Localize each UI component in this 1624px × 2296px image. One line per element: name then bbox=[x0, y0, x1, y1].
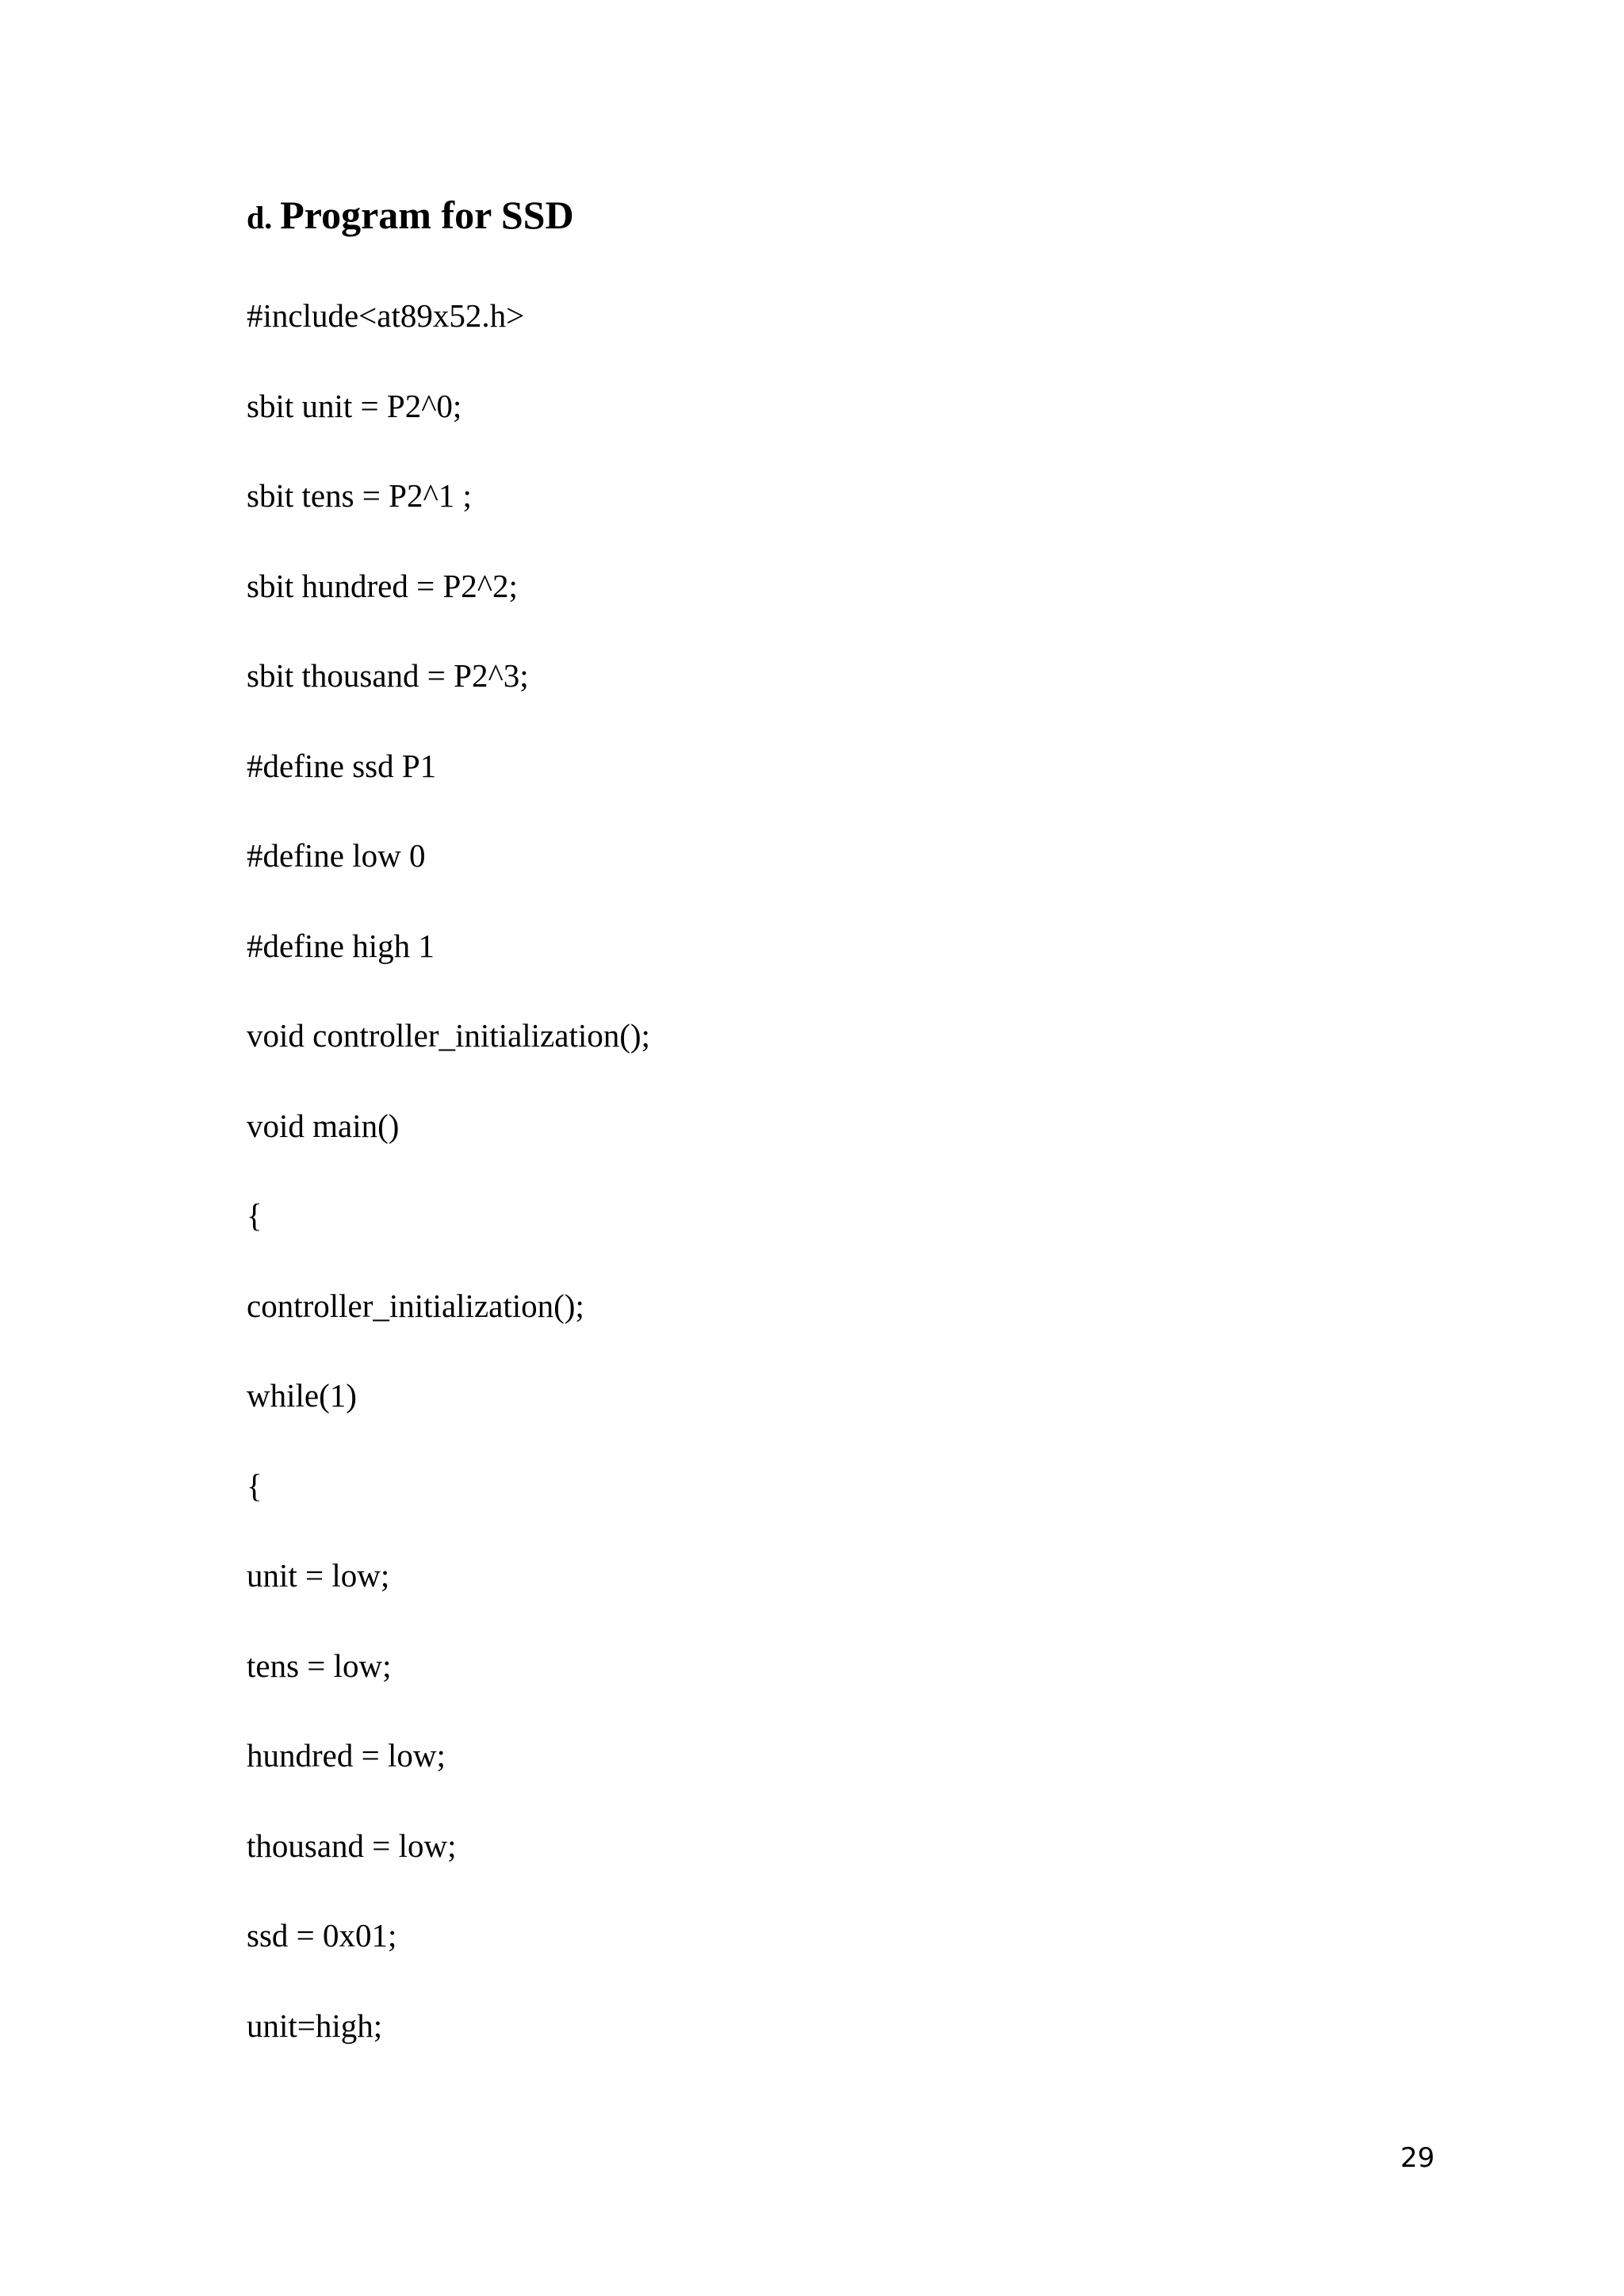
code-line: tens = low; bbox=[247, 1647, 392, 1684]
page-number: 29 bbox=[1400, 2142, 1435, 2174]
code-line: while(1) bbox=[247, 1377, 357, 1414]
code-line: void controller_initialization(); bbox=[247, 1017, 650, 1054]
code-line: sbit tens = P2^1 ; bbox=[247, 477, 472, 514]
code-line: #define high 1 bbox=[247, 927, 435, 964]
code-line: { bbox=[247, 1467, 262, 1504]
section-heading-prefix: d. bbox=[247, 200, 281, 235]
code-line: controller_initialization(); bbox=[247, 1287, 584, 1324]
code-line: sbit thousand = P2^3; bbox=[247, 657, 529, 694]
code-line: ssd = 0x01; bbox=[247, 1917, 397, 1954]
code-listing bbox=[247, 293, 650, 2093]
section-heading bbox=[247, 195, 574, 235]
section-heading-title: Program for SSD bbox=[280, 193, 574, 237]
code-line: thousand = low; bbox=[247, 1827, 457, 1864]
code-line: #include<at89x52.h> bbox=[247, 297, 525, 334]
code-line: { bbox=[247, 1197, 262, 1234]
code-line: unit = low; bbox=[247, 1557, 390, 1594]
code-line: unit=high; bbox=[247, 2007, 383, 2044]
code-line: hundred = low; bbox=[247, 1737, 446, 1774]
code-line: void main() bbox=[247, 1107, 400, 1144]
code-line: #define ssd P1 bbox=[247, 747, 437, 784]
code-line: #define low 0 bbox=[247, 837, 426, 874]
code-line: sbit hundred = P2^2; bbox=[247, 567, 518, 604]
code-line: sbit unit = P2^0; bbox=[247, 387, 462, 424]
